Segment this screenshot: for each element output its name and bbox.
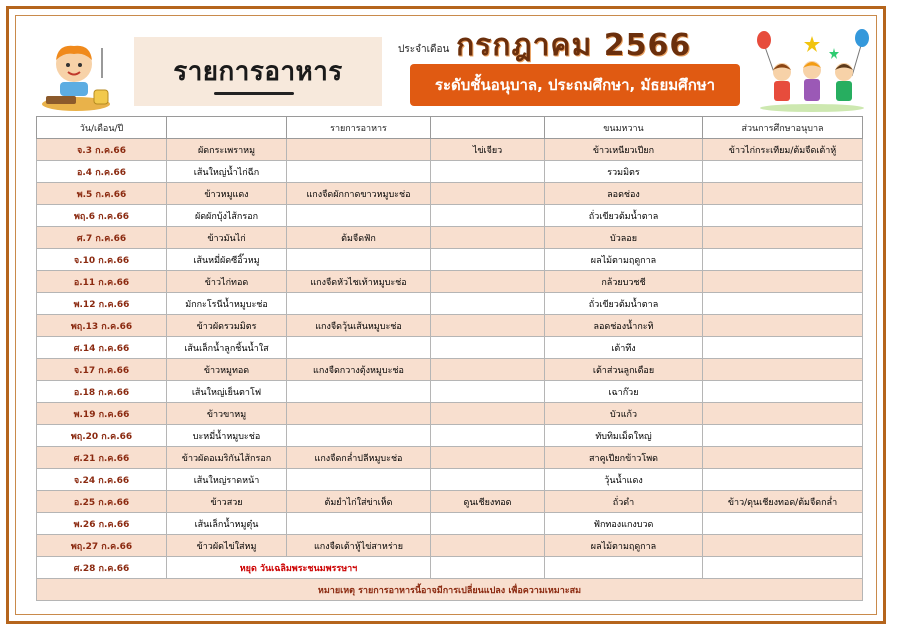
row-kindergarten xyxy=(703,227,863,249)
row-main-dish: ข้าวขาหมู xyxy=(167,403,287,425)
row-date: ศ.28 ก.ค.66 xyxy=(37,557,167,579)
row-side-dish xyxy=(431,535,545,557)
row-date: พ.5 ก.ค.66 xyxy=(37,183,167,205)
row-main-dish: ข้าวมันไก่ xyxy=(167,227,287,249)
row-main-dish: เส้นเล็กน้ำหมูตุ๋น xyxy=(167,513,287,535)
page-title: รายการอาหาร xyxy=(173,57,343,87)
row-dessert: ลอดช่องน้ำกะทิ xyxy=(545,315,703,337)
row-main-dish: ข้าวสวย xyxy=(167,491,287,513)
table-row xyxy=(37,447,863,469)
row-kindergarten xyxy=(703,513,863,535)
row-side-dish xyxy=(431,403,545,425)
row-date: พฤ.13 ก.ค.66 xyxy=(37,315,167,337)
row-main-dish: เส้นใหญ่ราดหน้า xyxy=(167,469,287,491)
row-kindergarten xyxy=(703,161,863,183)
row-main-dish: ข้าวผัดรวมมิตร xyxy=(167,315,287,337)
row-kindergarten: ข้าวไก่กระเทียม/ต้มจืดเต้าหู้ xyxy=(703,139,863,161)
row-date: พ.12 ก.ค.66 xyxy=(37,293,167,315)
row-main-dish: ข้าวไก่ทอด xyxy=(167,271,287,293)
balloon-red-icon xyxy=(757,31,771,49)
table-row xyxy=(37,271,863,293)
row-dessert: วุ้นน้ำแดง xyxy=(545,469,703,491)
table-row xyxy=(37,359,863,381)
row-date: พฤ.20 ก.ค.66 xyxy=(37,425,167,447)
food-plate xyxy=(46,96,76,104)
row-dessert: เต้าส่วนลูกเดือย xyxy=(545,359,703,381)
row-side-dish xyxy=(431,359,545,381)
row-soup xyxy=(287,139,431,161)
row-side-dish xyxy=(431,183,545,205)
kid-body-2 xyxy=(804,79,820,101)
menu-table xyxy=(36,116,863,601)
row-main-dish: มักกะโรนีน้ำหมูบะช่อ xyxy=(167,293,287,315)
table-note: หมายเหตุ รายการอาหารนี้อาจมีการเปลี่ยนแปลง เพื่อความเหมาะสม xyxy=(37,579,863,601)
table-row xyxy=(37,381,863,403)
table-row xyxy=(37,337,863,359)
row-side-dish xyxy=(431,205,545,227)
row-main-dish: ข้าวหมูทอด xyxy=(167,359,287,381)
row-dessert: บัวลอย xyxy=(545,227,703,249)
row-soup: ต้มยำไก่ใส่ข่าเห็ด xyxy=(287,491,431,513)
row-kindergarten xyxy=(703,337,863,359)
row-main-dish: ข้าวผัดอเมริกันไส้กรอก xyxy=(167,447,287,469)
row-date: ศ.14 ก.ค.66 xyxy=(37,337,167,359)
table-row xyxy=(37,161,863,183)
row-date: พฤ.6 ก.ค.66 xyxy=(37,205,167,227)
row-kindergarten xyxy=(703,315,863,337)
row-side-dish xyxy=(431,557,545,579)
row-side-dish xyxy=(431,293,545,315)
row-date: พ.19 ก.ค.66 xyxy=(37,403,167,425)
chef-eye-left xyxy=(66,63,70,67)
row-side-dish: ไข่เจียว xyxy=(431,139,545,161)
row-kindergarten xyxy=(703,447,863,469)
row-date: จ.17 ก.ค.66 xyxy=(37,359,167,381)
title-box xyxy=(134,37,382,106)
table-row xyxy=(37,249,863,271)
balloon-blue-icon xyxy=(855,29,869,47)
row-soup xyxy=(287,205,431,227)
row-main-dish: ผัดผักบุ้งไส้กรอก xyxy=(167,205,287,227)
table-row-holiday xyxy=(37,557,863,579)
row-dessert: ถั่วเขียวต้มน้ำตาล xyxy=(545,205,703,227)
title-underline xyxy=(214,92,294,95)
chef-eye-right xyxy=(78,63,82,67)
table-row xyxy=(37,535,863,557)
row-side-dish xyxy=(431,381,545,403)
row-kindergarten xyxy=(703,359,863,381)
row-date: ศ.7 ก.ค.66 xyxy=(37,227,167,249)
row-main-dish: เส้นใหญ่น้ำไก่ฉีก xyxy=(167,161,287,183)
table-row xyxy=(37,469,863,491)
row-date: อ.25 ก.ค.66 xyxy=(37,491,167,513)
row-dessert: ฟักทองแกงบวด xyxy=(545,513,703,535)
row-side-dish xyxy=(431,469,545,491)
row-soup: แกงจืดหัวไชเท้าหมูบะช่อ xyxy=(287,271,431,293)
header-kindergarten: ส่วนการศึกษาอนุบาล xyxy=(703,117,863,139)
row-date: อ.4 ก.ค.66 xyxy=(37,161,167,183)
row-dessert: บัวแก้ว xyxy=(545,403,703,425)
table-row xyxy=(37,315,863,337)
row-dessert: กล้วยบวชชี xyxy=(545,271,703,293)
chef-illustration xyxy=(36,38,126,114)
row-kindergarten xyxy=(703,183,863,205)
row-side-dish xyxy=(431,249,545,271)
row-soup xyxy=(287,513,431,535)
row-main-dish: เส้นใหญ่เย็นตาโฟ xyxy=(167,381,287,403)
row-soup xyxy=(287,469,431,491)
row-main-dish: บะหมี่น้ำหมูบะช่อ xyxy=(167,425,287,447)
row-dessert: ลอดช่อง xyxy=(545,183,703,205)
row-main-dish: เส้นหมี่ผัดซีอิ๊วหมู xyxy=(167,249,287,271)
kid-body-3 xyxy=(836,81,852,101)
header-date: วัน/เดือน/ปี xyxy=(37,117,167,139)
star-icon xyxy=(804,36,820,52)
row-soup: แกงจืดกวางตุ้งหมูบะช่อ xyxy=(287,359,431,381)
row-soup xyxy=(287,381,431,403)
row-kindergarten xyxy=(703,205,863,227)
row-main-dish: ข้าวผัดไข่ใส่หมู xyxy=(167,535,287,557)
grass-shape xyxy=(760,104,864,112)
row-dessert: เฉาก๊วย xyxy=(545,381,703,403)
header-dessert: ขนมหวาน xyxy=(545,117,703,139)
row-dessert: ถั่วเขียวต้มน้ำตาล xyxy=(545,293,703,315)
row-soup xyxy=(287,337,431,359)
row-side-dish xyxy=(431,447,545,469)
row-date: ศ.21 ก.ค.66 xyxy=(37,447,167,469)
holiday-label: หยุด วันเฉลิมพระชนมพรรษาฯ xyxy=(167,557,431,579)
row-side-dish xyxy=(431,161,545,183)
row-soup: แกงจืดผักกาดขาวหมูบะช่อ xyxy=(287,183,431,205)
row-kindergarten xyxy=(703,249,863,271)
row-date: จ.10 ก.ค.66 xyxy=(37,249,167,271)
header-menu: รายการอาหาร xyxy=(287,117,431,139)
row-date: จ.3 ก.ค.66 xyxy=(37,139,167,161)
row-soup: แกงจืดเต้าหู้ไข่สาหร่าย xyxy=(287,535,431,557)
header-blank-2 xyxy=(431,117,545,139)
row-side-dish xyxy=(431,513,545,535)
header-blank-1 xyxy=(167,117,287,139)
row-kindergarten xyxy=(703,469,863,491)
table-row xyxy=(37,139,863,161)
table-row xyxy=(37,227,863,249)
row-dessert xyxy=(545,557,703,579)
chef-shirt xyxy=(60,82,88,96)
row-kindergarten xyxy=(703,293,863,315)
table-row xyxy=(37,183,863,205)
table-row xyxy=(37,403,863,425)
row-soup: ต้มจืดฟัก xyxy=(287,227,431,249)
row-kindergarten xyxy=(703,535,863,557)
row-dessert: ผลไม้ตามฤดูกาล xyxy=(545,249,703,271)
table-header-row xyxy=(37,117,863,139)
row-dessert: สาคูเปียกข้าวโพด xyxy=(545,447,703,469)
row-side-dish xyxy=(431,227,545,249)
level-text: ระดับชั้นอนุบาล, ประถมศึกษา, มัธยมศึกษา xyxy=(434,76,716,94)
row-dessert: รวมมิตร xyxy=(545,161,703,183)
row-main-dish: ข้าวหมูแดง xyxy=(167,183,287,205)
kids-illustration xyxy=(752,28,874,114)
row-soup: แกงจืดกล่ำปลีหมูบะช่อ xyxy=(287,447,431,469)
kid-body-1 xyxy=(774,81,790,101)
row-date: พฤ.27 ก.ค.66 xyxy=(37,535,167,557)
row-main-dish: ผัดกระเพราหมู xyxy=(167,139,287,161)
table-row xyxy=(37,205,863,227)
row-side-dish xyxy=(431,337,545,359)
row-side-dish xyxy=(431,425,545,447)
row-dessert: ถั่วดำ xyxy=(545,491,703,513)
level-banner xyxy=(410,64,740,106)
row-kindergarten: ข้าว/ดุนเชียงทอด/ต้มจืดกล่ำ xyxy=(703,491,863,513)
row-dessert: ข้าวเหนียวเปียก xyxy=(545,139,703,161)
row-date: พ.26 ก.ค.66 xyxy=(37,513,167,535)
table-row xyxy=(37,425,863,447)
row-kindergarten xyxy=(703,381,863,403)
row-soup: แกงจืดวุ้นเส้นหมูบะช่อ xyxy=(287,315,431,337)
row-soup xyxy=(287,293,431,315)
row-main-dish: เส้นเล็กน้ำลูกชิ้นน้ำใส xyxy=(167,337,287,359)
row-date: อ.11 ก.ค.66 xyxy=(37,271,167,293)
row-date: จ.24 ก.ค.66 xyxy=(37,469,167,491)
star-small-icon xyxy=(829,48,839,59)
row-soup xyxy=(287,249,431,271)
table-row xyxy=(37,293,863,315)
row-soup xyxy=(287,161,431,183)
row-side-dish xyxy=(431,315,545,337)
row-kindergarten xyxy=(703,557,863,579)
table-row xyxy=(37,491,863,513)
table-row xyxy=(37,513,863,535)
row-kindergarten xyxy=(703,403,863,425)
row-date: อ.18 ก.ค.66 xyxy=(37,381,167,403)
row-dessert: ผลไม้ตามฤดูกาล xyxy=(545,535,703,557)
row-kindergarten xyxy=(703,425,863,447)
row-soup xyxy=(287,425,431,447)
row-soup xyxy=(287,403,431,425)
month-prefix: ประจำเดือน xyxy=(398,44,450,55)
row-side-dish xyxy=(431,271,545,293)
row-dessert: ทับทิมเม็ดใหญ่ xyxy=(545,425,703,447)
month-title: กรกฎาคม 2566 xyxy=(456,28,692,63)
cup-shape xyxy=(94,90,108,104)
balloon-string-right xyxy=(852,42,862,76)
row-kindergarten xyxy=(703,271,863,293)
row-dessert: เต้าทึง xyxy=(545,337,703,359)
row-side-dish: ดูนเชียงทอด xyxy=(431,491,545,513)
table-note-row xyxy=(37,579,863,601)
